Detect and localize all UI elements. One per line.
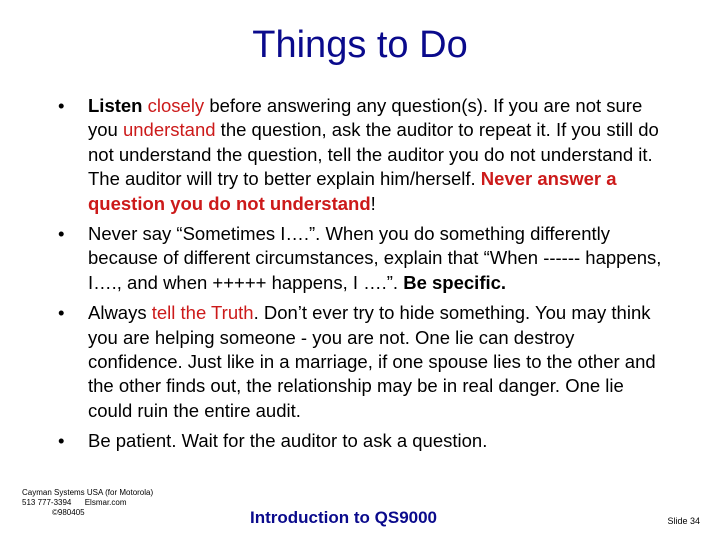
- bullet-marker: •: [58, 302, 65, 324]
- slide-title: Things to Do: [252, 24, 468, 66]
- bullet-text-segment: before answering any question(s). If you are not sure you: [88, 95, 643, 141]
- bullet-text-segment: Be specific: [403, 271, 501, 293]
- bullet-text-segment: . Don’t ever try to hide something. You may think you are helping someone - you are not. One lie can destroy confidence. Just like in a marriage, if one spouse lies to the other and the other finds out, the relationship may be in real danger. One lie could ruin the entire audit.: [88, 302, 656, 421]
- bullet-text-segment: Listen: [88, 95, 143, 116]
- bullet-marker: •: [58, 430, 65, 452]
- bullet-item: [58, 222, 668, 295]
- bullet-text-segment: Always: [88, 302, 152, 324]
- bullet-text-segment: Never say “Sometimes I….”. When you do something differently because of different circumstances, explain that “When ------ happens, I…., and when +++++ happens, I ….”.: [88, 223, 662, 293]
- bullet-marker: •: [58, 95, 65, 116]
- footer-copyright-line: ©980405: [52, 508, 85, 517]
- bullet-text-segment: the question, ask the auditor to repeat it. If you still do not understand the question, tell the auditor you do not understand it. The auditor will try to better explain him/herself.: [88, 119, 659, 190]
- bullet-text-segment: understand: [122, 119, 216, 141]
- bullet-text-segment: tell the Truth: [151, 302, 254, 324]
- bullet-item: [58, 301, 668, 423]
- footer-company-line: Cayman Systems USA (for Motorola): [22, 488, 154, 497]
- bullet-text-segment: .: [500, 271, 507, 293]
- footer-company-info: [22, 488, 153, 518]
- bullet-list: [58, 94, 668, 460]
- bullet-text-segment: Be patient. Wait for the auditor to ask a question.: [88, 430, 488, 452]
- bullet-item: [58, 94, 668, 216]
- bullet-text-segment: Never answer a question you do not understand: [88, 168, 617, 214]
- bullet-text-segment: !: [370, 192, 376, 214]
- footer-course-title: Introduction to QS9000: [250, 508, 438, 527]
- bullet-text-segment: closely: [147, 95, 205, 116]
- footer-slide-number: Slide 34: [667, 516, 700, 526]
- bullet-item: [58, 429, 668, 453]
- bullet-marker: •: [58, 223, 65, 245]
- footer-phone-line: 513 777-3394 Elsmar.com: [22, 498, 127, 507]
